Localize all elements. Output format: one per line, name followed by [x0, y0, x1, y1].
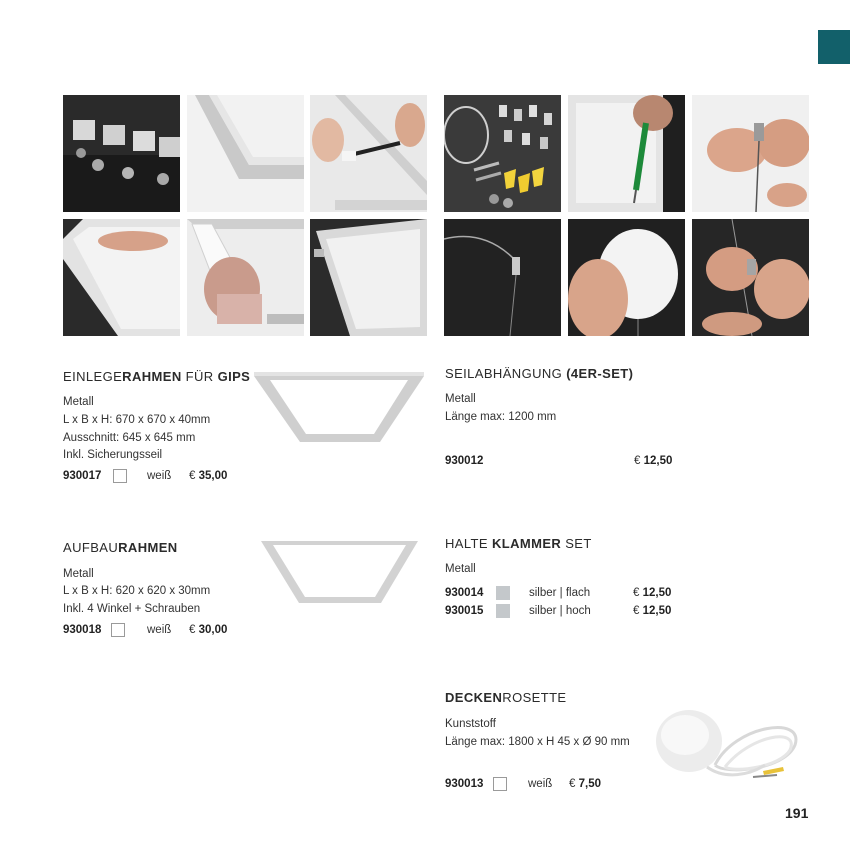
- color-swatch-white: [493, 777, 507, 791]
- aufbaurahmen-price: € 30,00: [189, 624, 228, 636]
- color-swatch-silver: [496, 586, 510, 600]
- deckenrosette-article-number: 930013: [445, 778, 484, 790]
- deckenrosette-product-image: [655, 705, 805, 795]
- hardware-set-photo: [444, 95, 561, 212]
- aufbaurahmen-color: weiß: [147, 624, 172, 636]
- einlegerahmen-material: Metall: [63, 396, 94, 408]
- screwdriver-frame-photo: [310, 95, 427, 212]
- color-swatch-silver: [496, 604, 510, 618]
- einlegerahmen-price: € 35,00: [189, 470, 228, 482]
- einlegerahmen-cutout: Ausschnitt: 645 x 645 mm: [63, 432, 196, 444]
- clip-brackets-photo: [63, 95, 180, 212]
- einlegerahmen-product-image: [252, 368, 426, 444]
- rosette-hand-photo: [568, 219, 685, 336]
- einlegerahmen-title: EINLEGERAHMEN FÜR GIPS: [63, 369, 251, 384]
- cable-gripper-hand-photo: [692, 95, 809, 212]
- deckenrosette-dimensions: Länge max: 1800 x H 45 x Ø 90 mm: [445, 736, 630, 748]
- halteklammer-title: HALTE KLAMMER SET: [445, 536, 592, 551]
- cable-adjust-photo: [692, 219, 809, 336]
- seilabhaengung-material: Metall: [445, 393, 476, 405]
- halteklammer-high-article-number: 930015: [445, 605, 484, 617]
- frame-insert-photo: [63, 219, 180, 336]
- halteklammer-material: Metall: [445, 563, 476, 575]
- halteklammer-flat-variant: silber | flach: [529, 587, 591, 599]
- einlegerahmen-dimensions: L x B x H: 670 x 670 x 40mm: [63, 414, 211, 426]
- halteklammer-flat-article-number: 930014: [445, 587, 484, 599]
- seilabhaengung-title: SEILABHÄNGUNG (4ER-SET): [445, 366, 634, 381]
- deckenrosette-color: weiß: [528, 778, 553, 790]
- seilabhaengung-price: € 12,50: [634, 455, 673, 467]
- halteklammer-high-price: € 12,50: [633, 605, 672, 617]
- frame-angle-photo: [310, 219, 427, 336]
- einlegerahmen-color: weiß: [147, 470, 172, 482]
- halteklammer-flat-price: € 12,50: [633, 587, 672, 599]
- halteklammer-high-variant: silber | hoch: [529, 605, 591, 617]
- color-swatch-white: [111, 623, 125, 637]
- seilabhaengung-article-number: 930012: [445, 455, 484, 467]
- aufbaurahmen-title: AUFBAURAHMEN: [63, 540, 178, 555]
- page-number: 191: [785, 805, 809, 821]
- aufbaurahmen-product-image: [259, 537, 420, 605]
- cable-hook-photo: [444, 219, 561, 336]
- deckenrosette-material: Kunststoff: [445, 718, 496, 730]
- einlegerahmen-safety-cable: Inkl. Sicherungsseil: [63, 449, 163, 461]
- aufbaurahmen-article-number: 930018: [63, 624, 102, 636]
- aufbaurahmen-included-parts: Inkl. 4 Winkel + Schrauben: [63, 603, 201, 615]
- color-swatch-white: [113, 469, 127, 483]
- deckenrosette-price: € 7,50: [569, 778, 601, 790]
- section-tab-marker: [818, 30, 850, 64]
- seilabhaengung-max-length: Länge max: 1200 mm: [445, 411, 557, 423]
- einlegerahmen-article-number: 930017: [63, 470, 102, 482]
- aufbaurahmen-dimensions: L x B x H: 620 x 620 x 30mm: [63, 585, 211, 597]
- frame-corner-photo: [187, 95, 304, 212]
- aufbaurahmen-material: Metall: [63, 568, 94, 580]
- screwdriver-panel-photo: [568, 95, 685, 212]
- panel-insert-photo: [187, 219, 304, 336]
- deckenrosette-title: DECKENROSETTE: [445, 690, 567, 705]
